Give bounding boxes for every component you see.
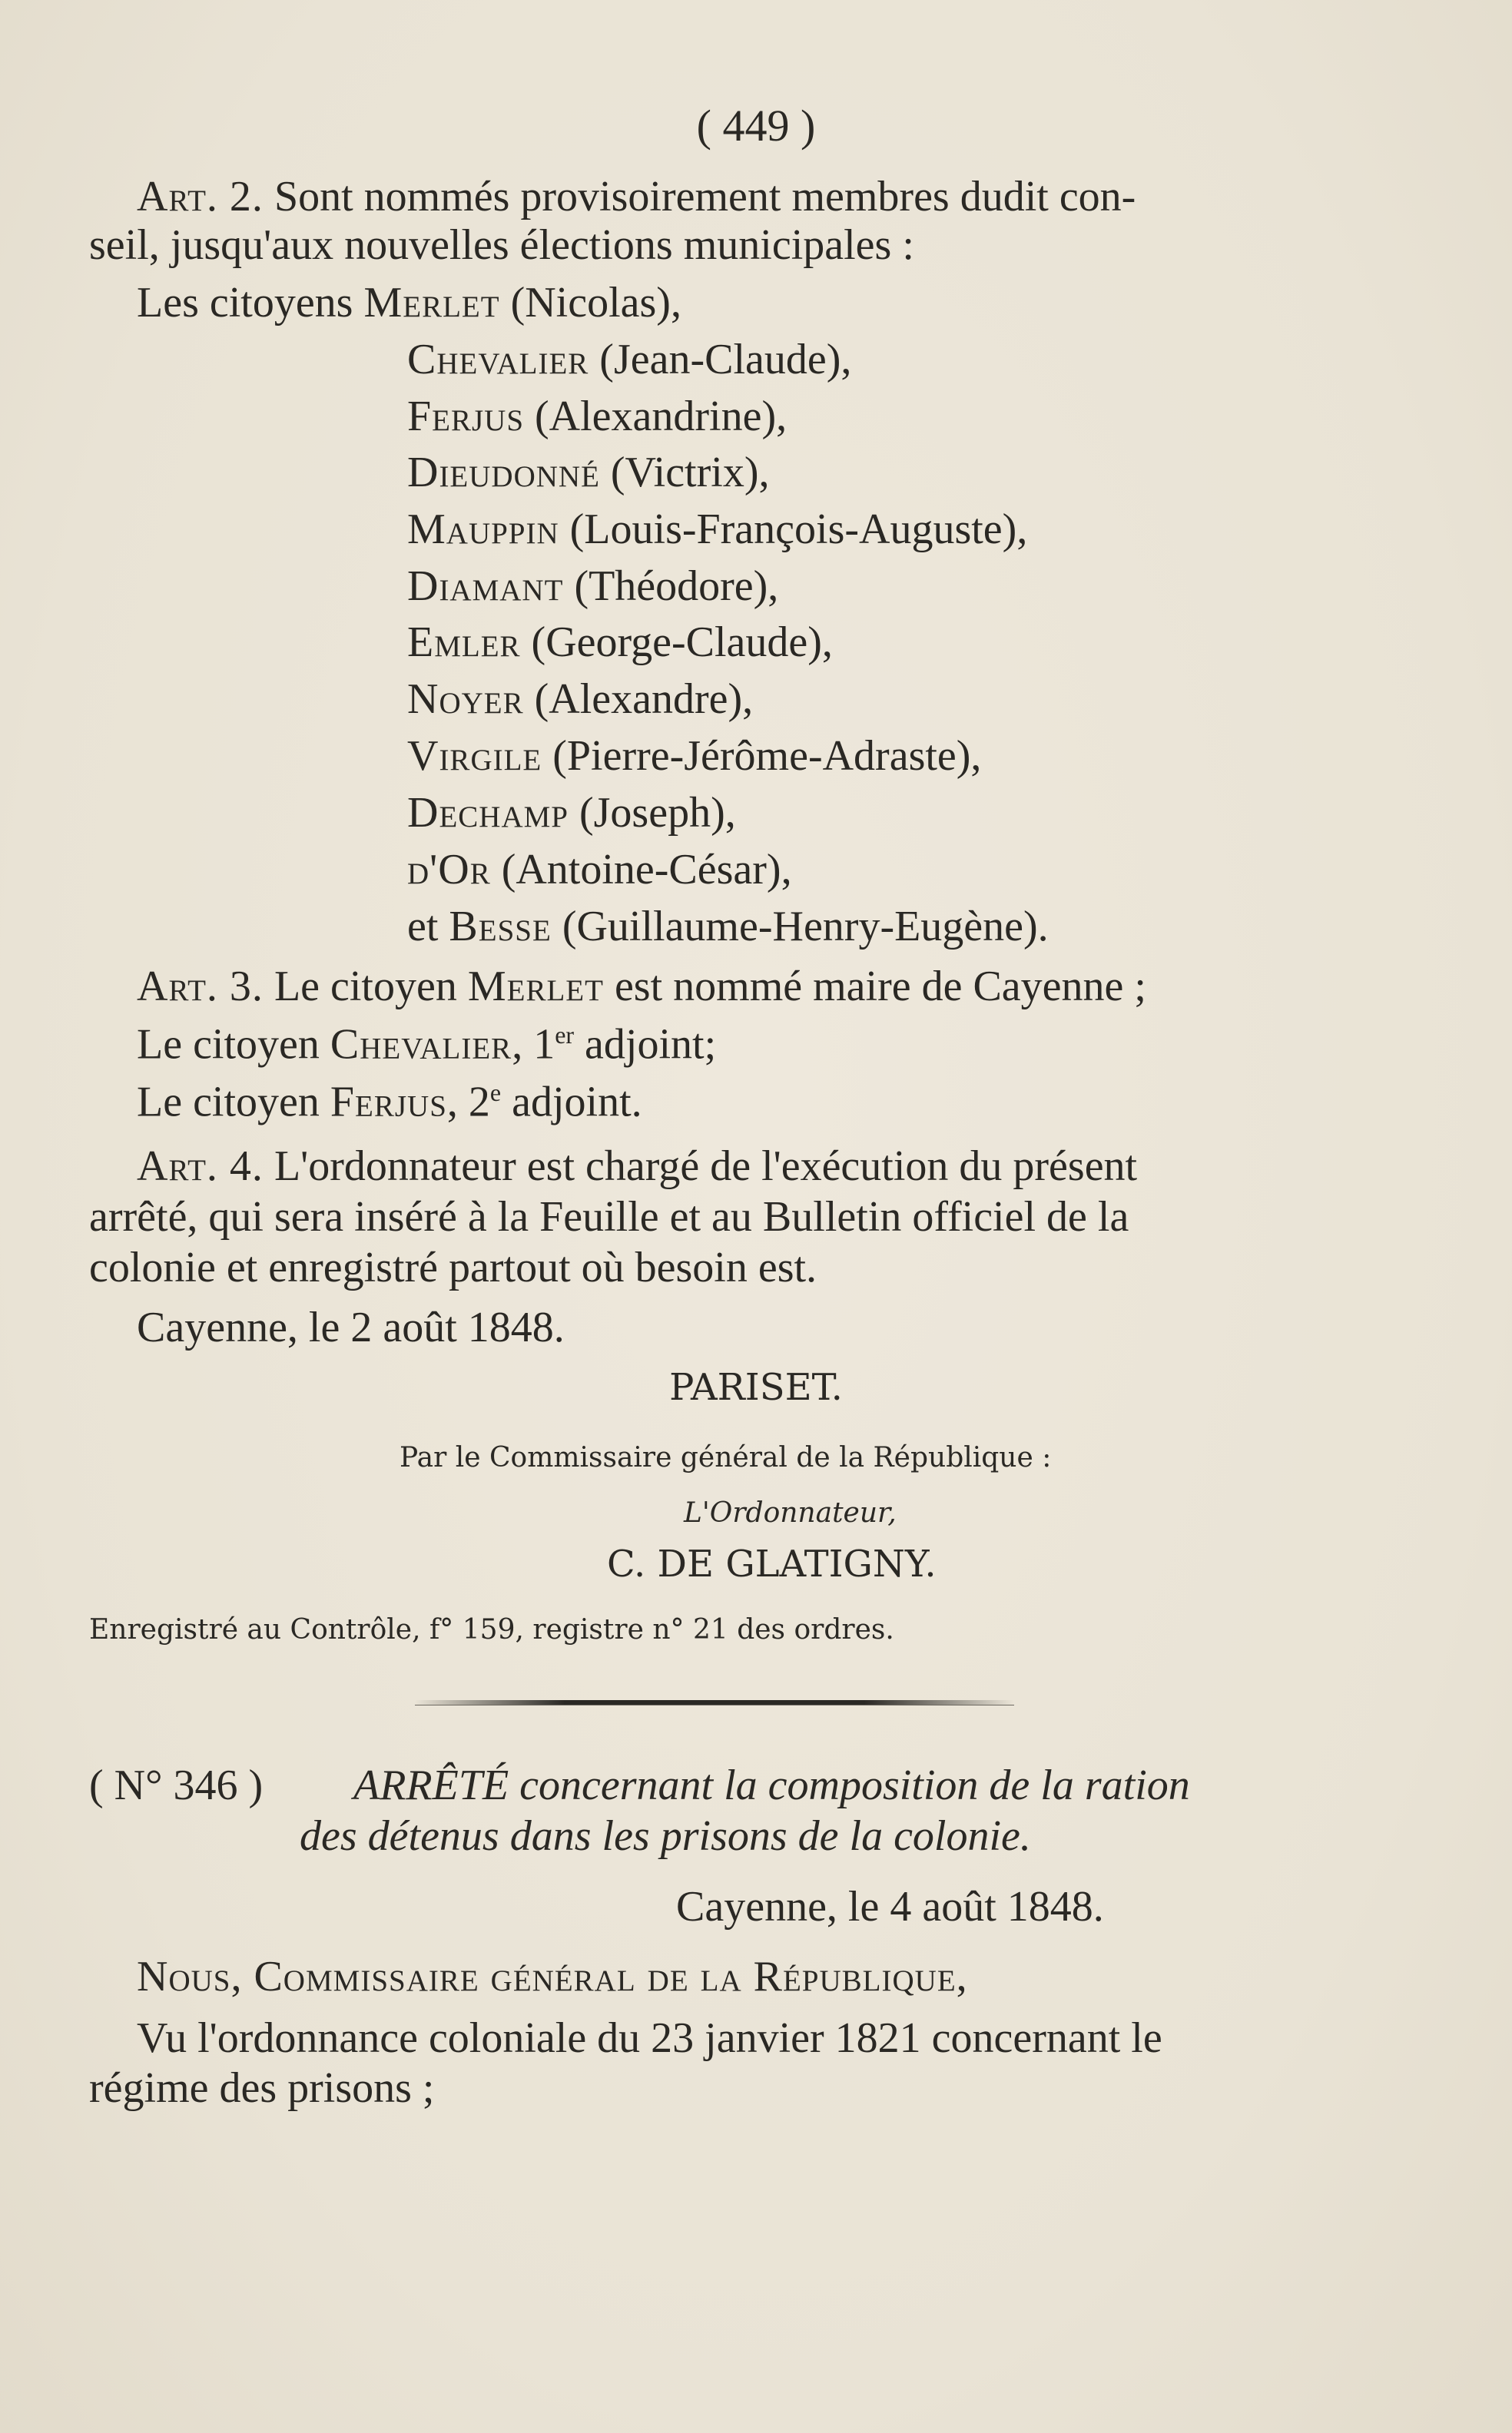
member-given: (Guillaume-Henry-Eugène). <box>551 903 1049 950</box>
art2-line-1 <box>137 175 1136 218</box>
art3-first-adjoint: Chevalier <box>330 1020 512 1069</box>
art2-text: Sont nommés provisoirement membres dudit con- <box>263 173 1136 220</box>
member-row-9 <box>407 732 982 780</box>
member-row-4 <box>407 451 769 494</box>
member-given: (Victrix), <box>599 449 770 496</box>
art3-line-2 <box>137 1020 717 1069</box>
member-surname: Chevalier <box>407 336 589 383</box>
par-le-commissaire: Par le Commissaire général de la République : <box>400 1442 1052 1473</box>
art3-l3-a: Le citoyen <box>137 1078 330 1126</box>
member-given: (Jean-Claude), <box>589 336 852 383</box>
art4-line-1 <box>137 1142 1138 1190</box>
art3-l2-d: adjoint; <box>574 1020 717 1069</box>
member-surname: Mauppin <box>407 505 559 553</box>
member-surname: Merlet <box>363 279 500 326</box>
art3-mayor: Merlet <box>467 963 604 1010</box>
member-surname: Dechamp <box>407 789 569 837</box>
members-intro: Les citoyens <box>137 279 364 326</box>
art4-text-1: L'ordonnateur est chargé de l'exécution du présent <box>263 1142 1138 1190</box>
art2-line-2: seil, jusqu'aux nouvelles élections municipales : <box>89 221 914 269</box>
decree-title-line-1: ARRÊTÉ concernant la composition de la ration <box>353 1762 1190 1809</box>
member-surname: Dieudonné <box>407 449 600 496</box>
member-row-8 <box>407 675 754 723</box>
member-given: (Alexandre), <box>523 675 754 723</box>
member-row-1 <box>137 281 681 324</box>
art3-line-1 <box>137 965 1146 1008</box>
member-row-11 <box>407 848 792 891</box>
member-given: (Antoine-César), <box>490 846 792 893</box>
art3-l2-c: , 1 <box>512 1020 555 1069</box>
art3-l2-a: Le citoyen <box>137 1020 330 1069</box>
member-given: (Nicolas), <box>499 279 681 326</box>
date-line: Cayenne, le 2 août 1848. <box>137 1304 565 1351</box>
member-given: (Pierre-Jérôme-Adraste), <box>542 732 982 780</box>
member-row-10 <box>407 789 736 837</box>
art3-text-a: Le citoyen <box>263 963 468 1010</box>
art4-line-3: colonie et enregistré partout où besoin est. <box>89 1244 817 1291</box>
decree-number: ( N° 346 ) <box>89 1762 264 1809</box>
art3-l2-sup: er <box>555 1021 575 1049</box>
art3-second-adjoint: Ferjus <box>330 1078 447 1126</box>
member-given: (George-Claude), <box>520 618 833 666</box>
member-row-3 <box>407 395 787 438</box>
art3-l3-sup: e <box>489 1079 502 1106</box>
page-number: ( 449 ) <box>696 101 816 151</box>
art4-label: Art. 4. <box>137 1142 264 1190</box>
signature-glatigny: C. DE GLATIGNY. <box>607 1543 937 1586</box>
member-surname: Virgile <box>407 732 542 780</box>
member-row-5 <box>407 505 1028 553</box>
member-given: (Alexandrine), <box>524 393 788 440</box>
member-surname: Emler <box>407 618 521 666</box>
art3-text-c: est nommé maire de Cayenne ; <box>603 963 1146 1010</box>
member-given: (Théodore), <box>563 562 779 610</box>
member-prefix: et <box>407 903 449 950</box>
decree-date: Cayenne, le 4 août 1848. <box>676 1883 1104 1931</box>
member-row-6 <box>407 562 779 610</box>
member-surname: Besse <box>449 903 552 950</box>
member-surname: Noyer <box>407 675 524 723</box>
member-surname: Ferjus <box>407 393 525 440</box>
ordonnateur-label: L'Ordonnateur, <box>684 1497 897 1529</box>
art3-l3-c: , 2 <box>446 1078 490 1126</box>
member-row-12 <box>407 905 1049 948</box>
member-surname: Diamant <box>407 562 564 610</box>
member-row-2 <box>407 338 851 381</box>
decree-title-line-2: des détenus dans les prisons de la colonie. <box>300 1812 1031 1860</box>
enregistre-note: Enregistré au Contrôle, f° 159, registre n° 21 des ordres. <box>89 1614 894 1646</box>
art3-l3-d: adjoint. <box>501 1078 642 1126</box>
art2-label: Art. 2. <box>137 173 264 220</box>
art4-line-2: arrêté, qui sera inséré à la Feuille et au Bulletin officiel de la <box>89 1193 1129 1241</box>
member-given: (Louis-François-Auguste), <box>559 505 1028 553</box>
member-row-7 <box>407 618 833 666</box>
vu-line-1: Vu l'ordonnance coloniale du 23 janvier 1821 concernant le <box>137 2014 1162 2062</box>
member-surname: d'Or <box>407 846 491 893</box>
art3-label: Art. 3. <box>137 963 264 1010</box>
nous-line: Nous, Commissaire général de la République, <box>137 1953 968 2000</box>
art3-line-3 <box>137 1080 642 1124</box>
member-given: (Joseph), <box>568 789 736 837</box>
signature-pariset: PARISET. <box>669 1366 843 1409</box>
vu-line-2: régime des prisons ; <box>89 2064 435 2112</box>
